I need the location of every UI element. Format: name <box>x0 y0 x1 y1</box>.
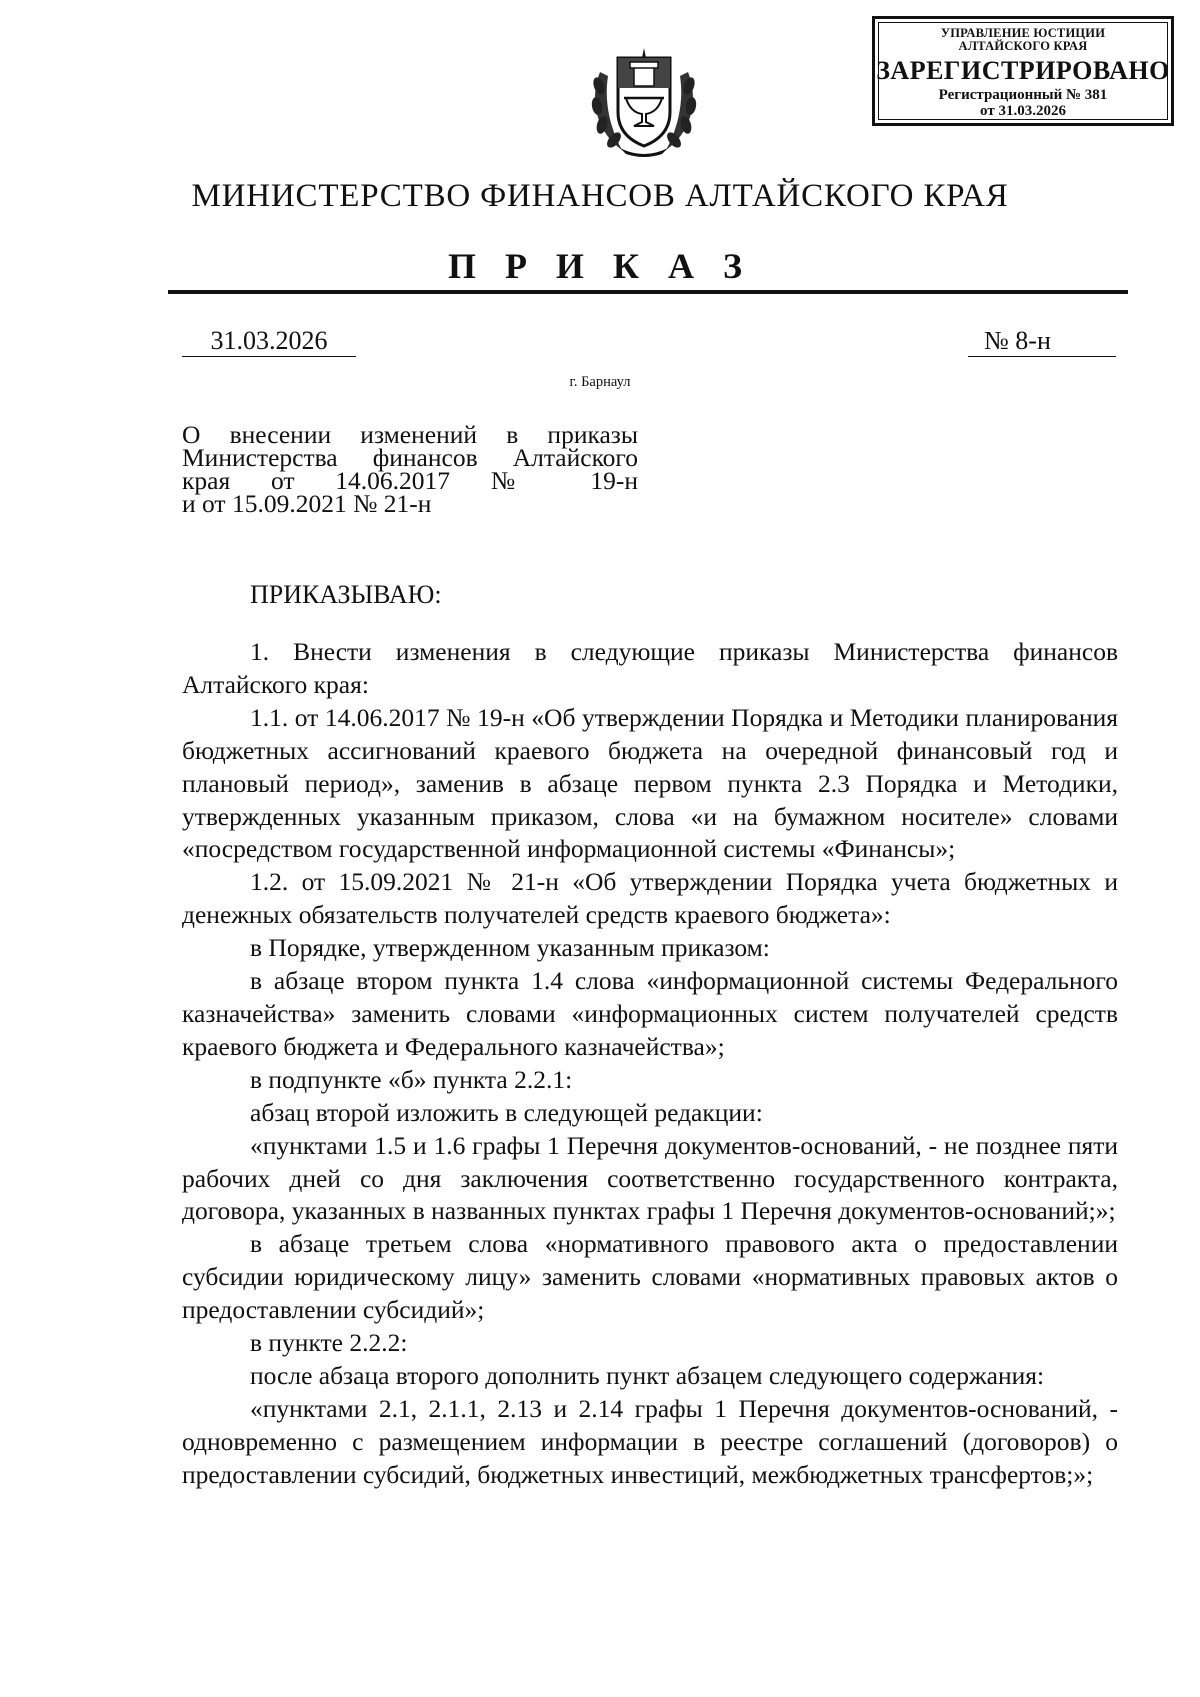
paragraph-1-2: 1.2. от 15.09.2021 № 21-н «Об утверждении Порядка учета бюджетных и денежных обязательств получателей средств краевого бюджета»: <box>182 867 1118 930</box>
stamp-org-line2: АЛТАЙСКОГО КРАЯ <box>958 39 1088 54</box>
stamp-reg-number: Регистрационный № 381 <box>938 86 1108 103</box>
stamp-inner-border <box>878 22 1168 120</box>
order-word: ПРИКАЗЫВАЮ: <box>250 580 442 609</box>
order-date: 31.03.2026 <box>182 325 356 357</box>
altai-krai-coat-of-arms-icon <box>582 42 706 160</box>
order-body <box>182 636 1118 1492</box>
paragraph-new-text-2: «пунктами 2.1, 2.1.1, 2.13 и 2.14 графы 1 Перечня документов-оснований, - одновременно с размещением информации в реестре соглашений (договоров) о предоставлении субсидий, бюджетных инвестиций, межбюджетных трансфертов;»; <box>182 1393 1118 1489</box>
subject-line3: края от 14.06.2017 № 19-н <box>182 466 638 495</box>
document-type: П Р И К А З <box>447 246 753 286</box>
subject-line2: Министерства финансов Алтайского <box>182 443 638 472</box>
city: г. Барнаул <box>569 374 631 390</box>
stamp-status: ЗАРЕГИСТРИРОВАНО <box>876 56 1170 86</box>
paragraph-item-1-4: в абзаце втором пункта 1.4 слова «информационной системы Федерального казначейства» заменить словами «информационных систем получателей средств краевого бюджета и Федерального казначейства»; <box>182 966 1118 1061</box>
header-rule <box>168 290 1128 294</box>
stamp-org-line1: УПРАВЛЕНИЕ ЮСТИЦИИ <box>940 26 1106 40</box>
order-subject <box>182 420 638 518</box>
paragraph-item-2-2-2: в пункте 2.2.2: <box>250 1328 408 1358</box>
paragraph-1-1: 1.1. от 14.06.2017 № 19-н «Об утверждении Порядка и Методики планирования бюджетных ассигнований краевого бюджета на очередной финансовый год и плановый период», заменив в абзаце первом пункта 2.3 Порядка и Методики, утвержденных указанным приказом, слова «и на бумажном носителе» словами «посредством государственной информационной системы «Финансы»; <box>182 702 1118 864</box>
order-number: № 8-н <box>968 325 1116 357</box>
paragraph-third-para: в абзаце третьем слова «нормативного правового акта о предоставлении субсидии юридическому лицу» заменить словами «нормативных правовых актов о предоставлении субсидий»; <box>182 1229 1118 1325</box>
paragraph-subitem-b: в подпункте «б» пункта 2.2.1: <box>250 1064 573 1094</box>
paragraph-new-text-1: «пунктами 1.5 и 1.6 графы 1 Перечня документов-оснований, - не позднее пяти рабочих дней со дня заключения соответственно государственного контракта, договора, указанных в названных пунктах графы 1 Перечня документов-оснований;»; <box>182 1130 1118 1226</box>
paragraph-after-second: после абзаца второго дополнить пункт абзацем следующего содержания: <box>250 1360 1045 1390</box>
subject-line1: О внесении изменений в приказы <box>182 420 638 449</box>
registration-stamp <box>872 16 1174 126</box>
paragraph-second-para: абзац второй изложить в следующей редакции: <box>250 1097 763 1127</box>
ministry-name: МИНИСТЕРСТВО ФИНАНСОВ АЛТАЙСКОГО КРАЯ <box>191 178 1009 214</box>
paragraph-1: 1. Внести изменения в следующие приказы Министерства финансов Алтайского края: <box>182 637 1118 699</box>
stamp-reg-date: от 31.03.2026 <box>980 103 1066 120</box>
subject-line4: и от 15.09.2021 № 21-н <box>182 489 432 518</box>
paragraph-procedure: в Порядке, утвержденном указанным приказом: <box>250 933 770 963</box>
